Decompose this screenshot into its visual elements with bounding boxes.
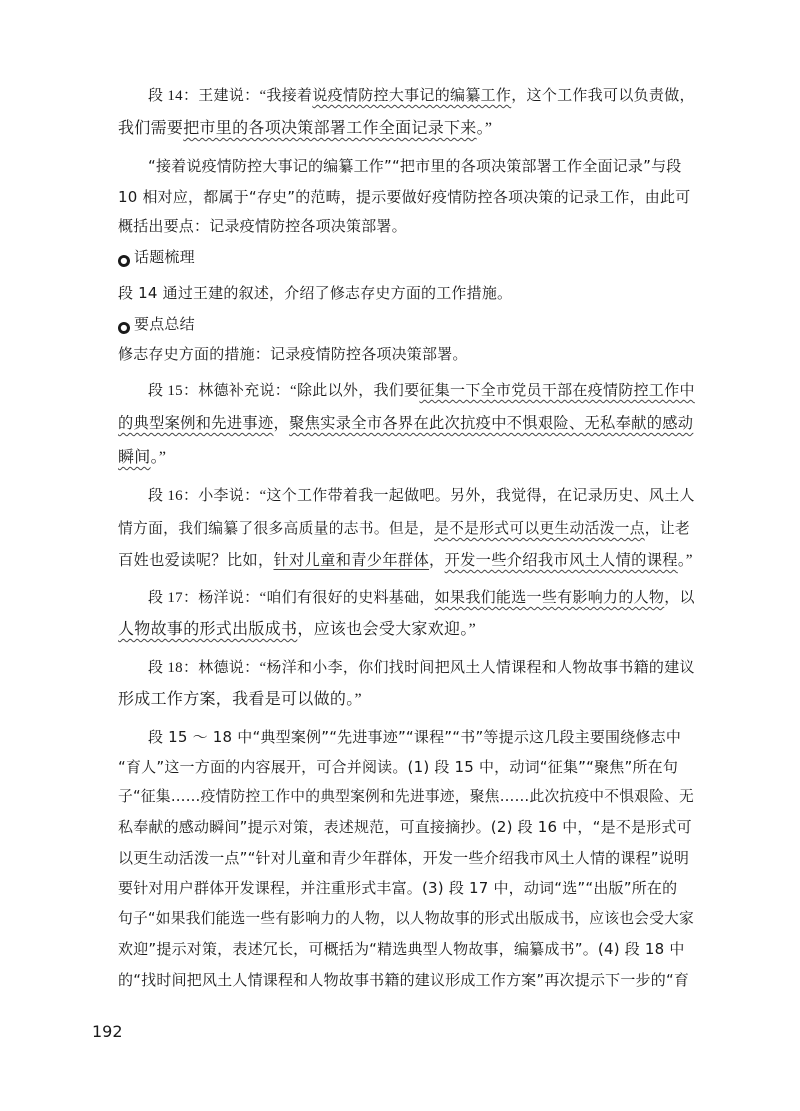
seg17-wavy-underline: 如果我们能选一些有影响力的人物: [434, 590, 665, 606]
seg16-line-1: 段 16：小李说：“这个工作带着我一起做吧。另外，我觉得，在记录历史、风土人: [148, 488, 695, 504]
summary-heading-text: 要点总结: [134, 315, 195, 333]
seg15-wavy-underline: 征集一下全市党员干部在疫情防控工作中: [419, 383, 695, 399]
seg17-line-2: [118, 620, 698, 640]
analysis1518-line-4: 私奉献的感动瞬间”提示对策，表述规范，可直接摘抄。(2) 段 16 中，“是不是形式可: [118, 818, 692, 836]
seg15-line-2: [118, 414, 698, 434]
seg15-text: 。”: [150, 449, 167, 466]
seg16-wavy-underline: 开发一些介绍我市风土人情的课程: [444, 552, 678, 569]
analysis1518-line-1: 段 15 ～ 18 中“典型案例”“先进事迹”“课程”“书”等提示这几段主要围绕修志中: [148, 728, 682, 746]
seg16-text: ，让老: [644, 521, 690, 537]
seg15-wavy-underline: 瞬间: [118, 449, 151, 466]
seg16-text: 百姓也爱读呢？比如，: [118, 552, 274, 569]
seg14-text: ，这个工作我可以负责做，: [511, 88, 695, 104]
seg15-text: 段 15：林德补充说：“除此以外，我们要: [148, 383, 420, 399]
seg16-text: 情方面，我们编纂了很多高质量的志书。但是，: [118, 521, 435, 537]
seg18-line-2: 形成工作方案，我看是可以做的。”: [118, 691, 362, 708]
topic-heading-text: 话题梳理: [134, 248, 195, 266]
summary-heading: [118, 314, 698, 334]
bullet-icon: ●: [118, 322, 130, 334]
seg14-text: 。”: [476, 120, 493, 137]
analysis1518-line-9: 的“找时间把风土人情课程和人物故事书籍的建议形成工作方案”再次提示下一步的“育: [118, 971, 690, 989]
seg15-wavy-underline: 的典型案例和先进事迹: [118, 415, 274, 432]
seg15-line-1: [148, 381, 698, 401]
seg15-text: ，: [273, 415, 290, 432]
topic-text: 段 14 通过王建的叙述，介绍了修志存史方面的工作措施。: [118, 284, 513, 302]
seg18-line-1: 段 18：林德说：“杨洋和小李，你们找时间把风土人情课程和人物故事书籍的建议: [148, 660, 695, 676]
analysis1518-line-2: “育人”这一方面的内容展开，可合并阅读。(1) 段 15 中，动词“征集”“聚焦”所在句: [118, 758, 679, 776]
seg17-line-1: [148, 588, 698, 608]
analysis1518-line-7: 句子“如果我们能选一些有影响力的人物，以人物故事的形式出版成书，应该也会受大家: [118, 910, 694, 927]
seg16-wavy-underline: 是不是形式可以更生动活泼一点: [434, 521, 645, 537]
seg17-text: ，应该也会受大家欢迎。”: [297, 621, 477, 638]
seg14-text: 我们需要: [118, 120, 184, 137]
seg16-line-2: [118, 519, 698, 539]
summary-text: 修志存史方面的措施：记录疫情防控各项决策部署。: [118, 345, 468, 363]
seg17-wavy-underline: 人物故事的形式出版成书: [118, 621, 298, 638]
topic-heading: [118, 247, 698, 267]
page-number: 192: [92, 1022, 123, 1041]
seg14-line-1: [148, 86, 698, 106]
seg16-text: 。”: [677, 552, 693, 569]
analysis1518-line-3: 子“征集……疫情防控工作中的典型案例和先进事迹，聚焦……此次抗疫中不惧艰险、无: [118, 788, 694, 805]
seg15-line-3: [118, 448, 698, 468]
analysis1518-line-6: 要针对用户群体开发课程，并注重形式丰富。(3) 段 17 中，动词“选”“出版”所在的: [118, 879, 678, 897]
seg14-text: 段 14：王建说：“我接着: [148, 88, 313, 104]
analysis1518-line-5: 以更生动活泼一点”“针对儿童和青少年群体，开发一些介绍我市风土人情的课程”说明: [118, 849, 690, 867]
seg14-wavy-underline: 说疫情防控大事记的编纂工作: [312, 88, 512, 104]
seg14-line-2: [118, 119, 698, 139]
analysis14-line-2: 10 相对应，都属于“存史”的范畴，提示要做好疫情防控各项决策的记录工作，由此可: [118, 188, 691, 206]
seg17-text: ，以: [664, 590, 695, 606]
seg16-text: ，: [429, 552, 445, 569]
seg15-wavy-underline: 聚焦实录全市各界在此次抗疫中不惧艰险、无私奉献的感动: [289, 415, 694, 432]
seg16-line-3: [118, 551, 698, 571]
analysis14-line-1: “接着说疫情防控大事记的编纂工作”“把市里的各项决策部署工作全面记录”与段: [148, 157, 682, 175]
analysis14-line-3: 概括出要点：记录疫情防控各项决策部署。: [118, 217, 407, 235]
seg17-text: 段 17：杨洋说：“咱们有很好的史料基础，: [148, 590, 435, 606]
bullet-icon: ●: [118, 255, 130, 267]
analysis1518-line-8: 欢迎”提示对策，表述冗长，可概括为“精选典型人物故事，编纂成书”。(4) 段 18 中: [118, 940, 685, 958]
seg14-wavy-underline: 把市里的各项决策部署工作全面记录下来: [183, 120, 477, 137]
seg16-straight-underline: 针对儿童和青少年群体: [273, 552, 429, 569]
